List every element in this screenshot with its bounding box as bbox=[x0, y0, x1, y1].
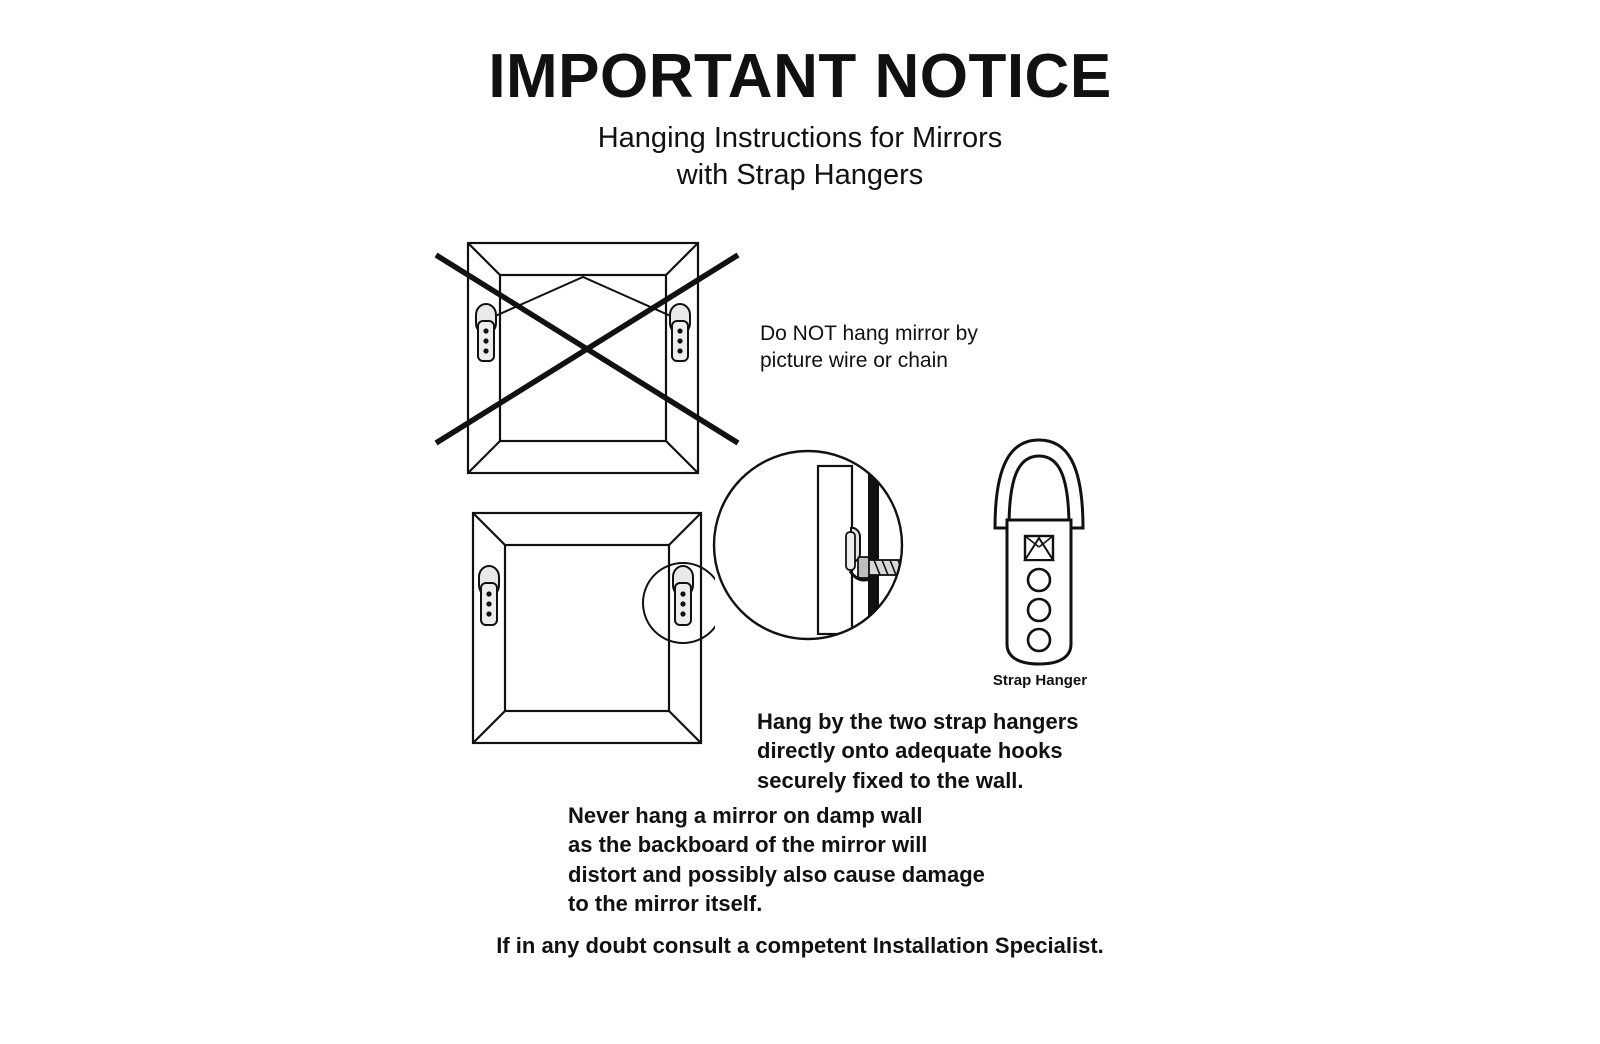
figure-detail-callout bbox=[700, 440, 930, 670]
hang-instructions-line1: Hang by the two strap hangers bbox=[757, 709, 1079, 734]
damp-wall-warning-line4: to the mirror itself. bbox=[568, 890, 763, 916]
damp-wall-warning-line3: distort and possibly also cause damage bbox=[568, 861, 985, 887]
hang-instructions-line3: securely fixed to the wall. bbox=[757, 767, 1024, 793]
screw-into-wall-detail-drawing bbox=[700, 440, 930, 670]
page-subtitle-line2: with Strap Hangers bbox=[676, 159, 924, 192]
strap-hanger-right bbox=[670, 304, 690, 361]
strap-hanger-right bbox=[673, 566, 693, 625]
figure-correct-method bbox=[455, 505, 715, 755]
strap-hanger-left bbox=[479, 566, 499, 625]
damp-wall-warning-line2: as the backboard of the mirror will bbox=[568, 832, 928, 858]
figure-strap-hanger bbox=[965, 428, 1115, 668]
hanger-hole-1 bbox=[1028, 569, 1050, 591]
strap-hanger-left bbox=[476, 304, 496, 361]
hang-instructions-line2: directly onto adequate hooks bbox=[757, 738, 1063, 764]
strap-hanger-closeup-drawing bbox=[965, 428, 1115, 668]
hang-instructions-note bbox=[757, 707, 1157, 795]
consult-specialist-note: If in any doubt consult a competent Installation Specialist. bbox=[496, 933, 1104, 958]
mirror-with-strap-hangers-drawing bbox=[455, 505, 715, 755]
strap-hanger-caption: Strap Hanger bbox=[992, 672, 1088, 689]
hanger-hole-2 bbox=[1028, 599, 1050, 621]
page-subtitle-line1: Hanging Instructions for Mirrors bbox=[597, 122, 1003, 154]
damp-wall-warning bbox=[568, 801, 1038, 918]
damp-wall-warning-line1: Never hang a mirror on damp wall bbox=[568, 803, 923, 828]
page-title: IMPORTANT NOTICE bbox=[488, 42, 1112, 111]
do-not-hang-note-line1: Do NOT hang mirror by bbox=[760, 322, 978, 345]
hanger-hole-3 bbox=[1028, 629, 1050, 651]
hanger-countersunk-hole bbox=[1025, 536, 1053, 560]
do-not-hang-note-line2: picture wire or chain bbox=[760, 349, 948, 373]
do-not-hang-note bbox=[760, 320, 1090, 375]
page-subtitle bbox=[0, 120, 1600, 194]
hanger-loop bbox=[995, 440, 1083, 528]
